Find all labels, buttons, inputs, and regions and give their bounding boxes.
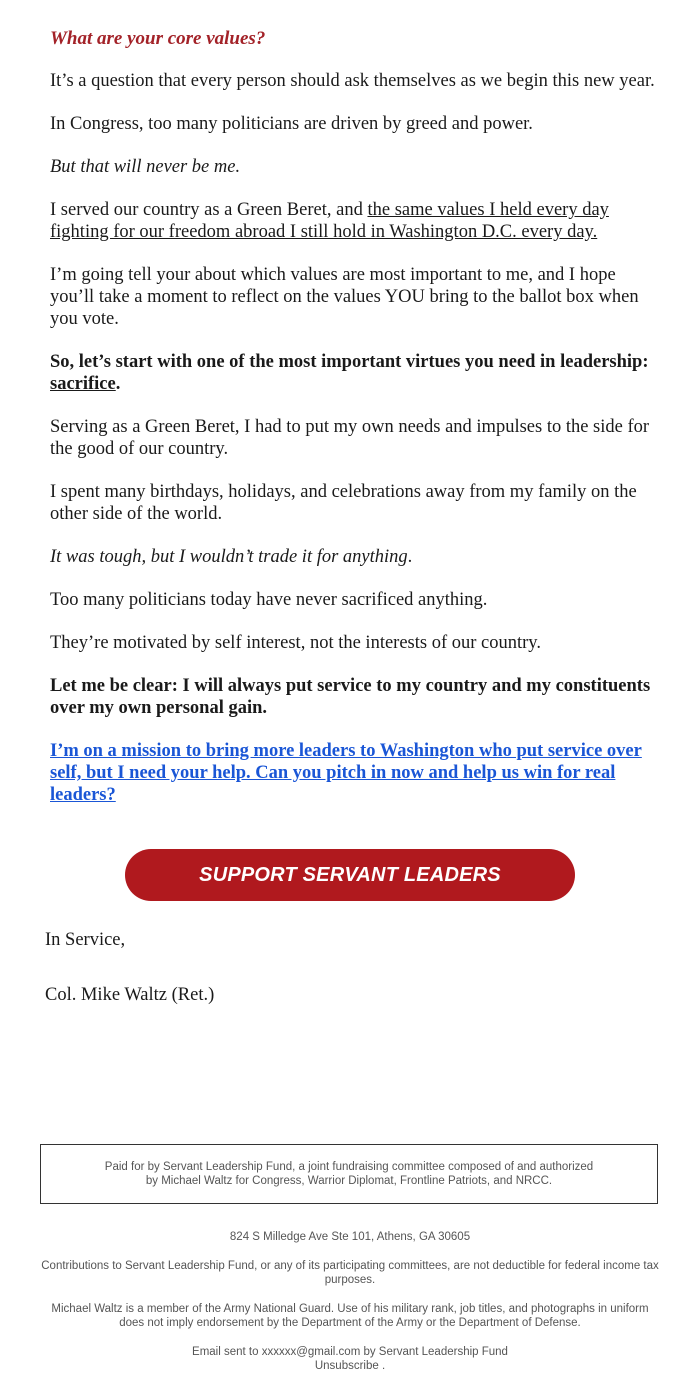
signoff xyxy=(45,929,214,1039)
sacrifice-word: sacrifice xyxy=(50,374,116,394)
paragraph-tough xyxy=(50,546,660,568)
footer-disclaimer: Michael Waltz is a member of the Army National Guard. Use of his military rank, job titles, and photographs in uniform does not imply endorsement by the Department of the Army or the Department of Defense. xyxy=(51,1303,649,1329)
paragraph-congress: In Congress, too many politicians are driven by greed and power. xyxy=(50,114,533,134)
paragraph-intro: It’s a question that every person should ask themselves as we begin this new year. xyxy=(50,71,655,91)
paragraph-green-beret-underlined: the same values I held every day fighting for our freedom abroad I still hold in Washington D.C. every day. xyxy=(50,200,609,242)
paragraph-sacrifice-start: So, let’s start with one of the most important virtues you need in leadership: xyxy=(50,352,649,372)
unsubscribe-link[interactable]: Unsubscribe . xyxy=(314,1360,386,1372)
letter-heading: What are your core values? xyxy=(50,28,266,49)
paragraph-never-me: But that will never be me. xyxy=(50,157,241,177)
donate-cta-link[interactable]: I’m on a mission to bring more leaders to Washington who put service over self, but I need your help. Can you pitch in now and help us win for real leaders? xyxy=(50,741,642,805)
footer-email-sent: Email sent to xxxxxx@gmail.com by Servant Leadership Fund xyxy=(192,1346,508,1358)
footer xyxy=(40,1230,660,1373)
support-servant-leaders-button[interactable]: SUPPORT SERVANT LEADERS xyxy=(125,849,575,901)
paragraph-green-beret-start: I served our country as a Green Beret, and xyxy=(50,200,368,220)
paragraph-values: I’m going tell your about which values are most important to me, and I hope you’ll take a moment to reflect on the values YOU bring to the ballot box when you vote. xyxy=(50,265,639,329)
paragraph-tough-end: . xyxy=(407,547,413,567)
closing: In Service, xyxy=(45,930,126,950)
paragraph-sacrifice xyxy=(50,351,660,395)
paragraph-sacrifice-end: . xyxy=(115,374,121,394)
paragraph-birthdays: I spent many birthdays, holidays, and celebrations away from my family on the other side of the world. xyxy=(50,482,637,524)
paragraph-tough-italic: It was tough, but I wouldn’t trade it for anything xyxy=(50,547,408,567)
footer-tax-note: Contributions to Servant Leadership Fund, or any of its participating committees, are not deductible for federal income tax purposes. xyxy=(41,1260,659,1286)
paragraph-green-beret xyxy=(50,199,660,243)
signature-name: Col. Mike Waltz (Ret.) xyxy=(45,985,215,1005)
footer-address: 824 S Milledge Ave Ste 101, Athens, GA 30605 xyxy=(229,1231,471,1243)
paid-for-box xyxy=(40,1144,658,1204)
letter-body xyxy=(50,28,660,826)
paragraph-motivated: They’re motivated by self interest, not the interests of our country. xyxy=(50,633,541,653)
paid-for-text: Paid for by Servant Leadership Fund, a joint fundraising committee composed of and authorized by Michael Waltz for Congress, Warrior Diplomat, Frontline Patriots, and NRCC. xyxy=(104,1161,594,1187)
paragraph-politicians: Too many politicians today have never sacrificed anything. xyxy=(50,590,488,610)
paragraph-be-clear: Let me be clear: I will always put service to my country and my constituents over my own personal gain. xyxy=(50,676,651,718)
paragraph-serving: Serving as a Green Beret, I had to put my own needs and impulses to the side for the good of our country. xyxy=(50,417,650,459)
button-container xyxy=(125,849,575,901)
